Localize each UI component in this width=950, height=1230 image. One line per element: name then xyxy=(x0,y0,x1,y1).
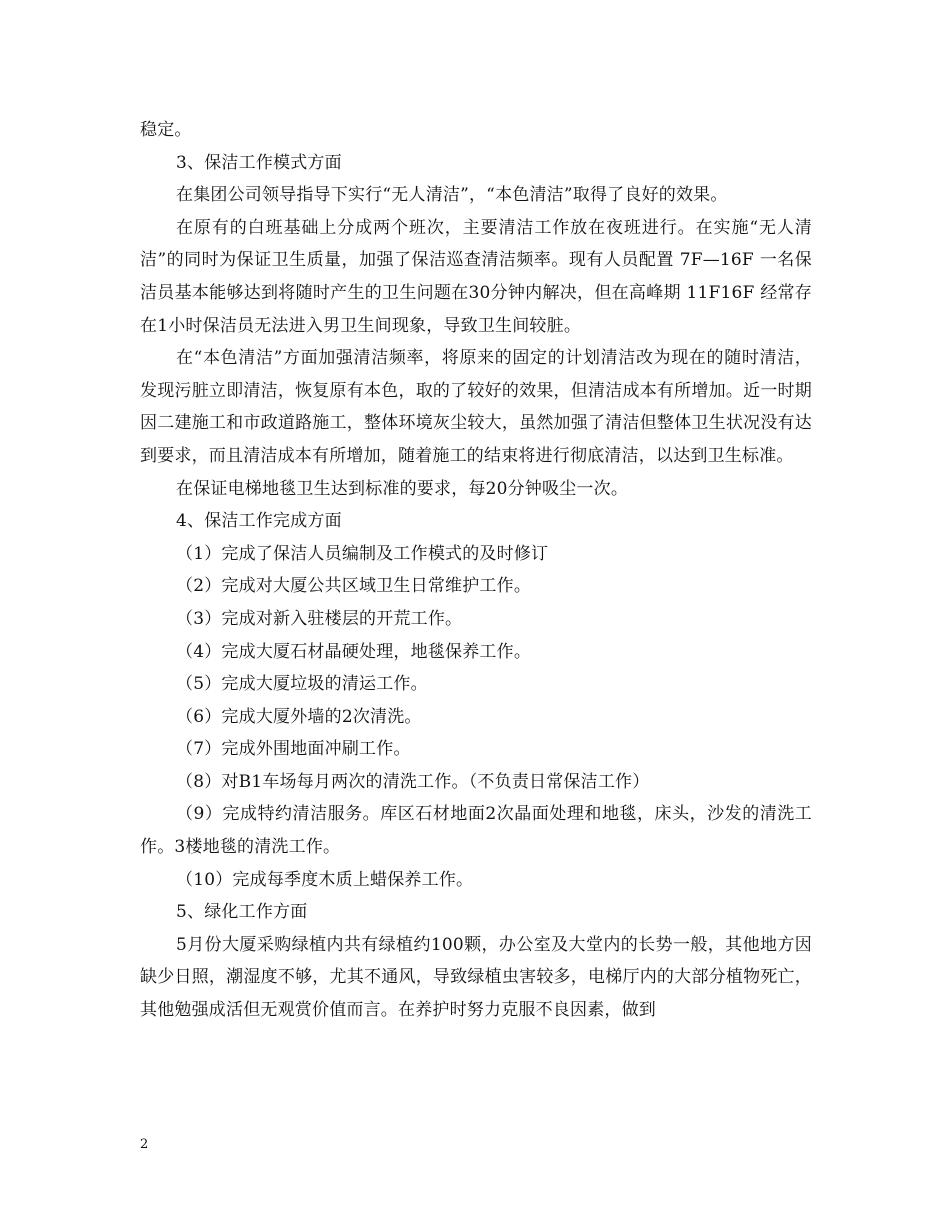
document-body xyxy=(140,114,812,1027)
heading-cleaning-mode: 3、保洁工作模式方面 xyxy=(176,152,342,173)
list-item: （4）完成大厦石材晶硬处理，地毯保养工作。 xyxy=(176,641,532,662)
list-item: （1）完成了保洁人员编制及工作模式的及时修订 xyxy=(176,543,549,564)
heading-greening-work: 5、绿化工作方面 xyxy=(176,902,308,923)
list-item: （6）完成大厦外墙的2次清洗。 xyxy=(176,706,422,727)
paragraph-continuation: 稳定。 xyxy=(140,120,192,140)
list-item: （3）完成对新入驻楼层的开荒工作。 xyxy=(176,608,463,629)
list-item: （7）完成外围地面冲刷工作。 xyxy=(176,739,411,760)
paragraph-shift-arrangement: 在原有的白班基础上分成两个班次，主要清洁工作放在夜班进行。在实施“无人清洁”的同时为保证卫生质量，加强了保洁巡查清洁频率。现有人员配置 7F—16F 一名保洁员基本能够达到将随时产生的卫生问题在30分钟内解决，但在高峰期 11F16F 经常存在1小时保洁员无法进入男卫生间现象，导致卫生间较脏。 xyxy=(140,217,812,336)
paragraph-original-color-cleaning: 在“本色清洁”方面加强清洁频率，将原来的固定的计划清洁改为现在的随时清洁，发现污脏立即清洁，恢复原有本色，取的了较好的效果，但清洁成本有所增加。近一时期因二建施工和市政道路施工，整体环境灰尘较大，虽然加强了清洁但整体卫生状况没有达到要求，而且清洁成本有所增加，随着施工的结束将进行彻底清洁，以达到卫生标准。 xyxy=(140,348,812,466)
list-item: （8）对B1车场每月两次的清洗工作。（不负责日常保洁工作） xyxy=(176,771,650,792)
list-item: （10）完成每季度木质上蜡保养工作。 xyxy=(176,869,474,890)
heading-cleaning-completion: 4、保洁工作完成方面 xyxy=(176,511,342,532)
list-item: （2）完成对大厦公共区域卫生日常维护工作。 xyxy=(176,576,532,597)
list-item: （5）完成大厦垃圾的清运工作。 xyxy=(176,674,428,695)
paragraph-greening-details: 5月份大厦采购绿植内共有绿植约100颗，办公室及大堂内的长势一般，其他地方因缺少日照，潮湿度不够，尤其不通风，导致绿植虫害较多，电梯厅内的大部分植物死亡，其他勉强成活但无观赏价值而言。在养护时努力克服不良因素，做到 xyxy=(140,934,812,1021)
page-number: 2 xyxy=(140,1137,149,1152)
list-item: （9）完成特约清洁服务。库区石材地面2次晶面处理和地毯，床头，沙发的清洗工作。3楼地毯的清洗工作。 xyxy=(140,804,812,858)
paragraph-cleaning-policy: 在集团公司领导指导下实行“无人清洁”，“本色清洁”取得了良好的效果。 xyxy=(176,185,728,206)
paragraph-elevator-carpet: 在保证电梯地毯卫生达到标准的要求，每20分钟吸尘一次。 xyxy=(176,478,629,499)
